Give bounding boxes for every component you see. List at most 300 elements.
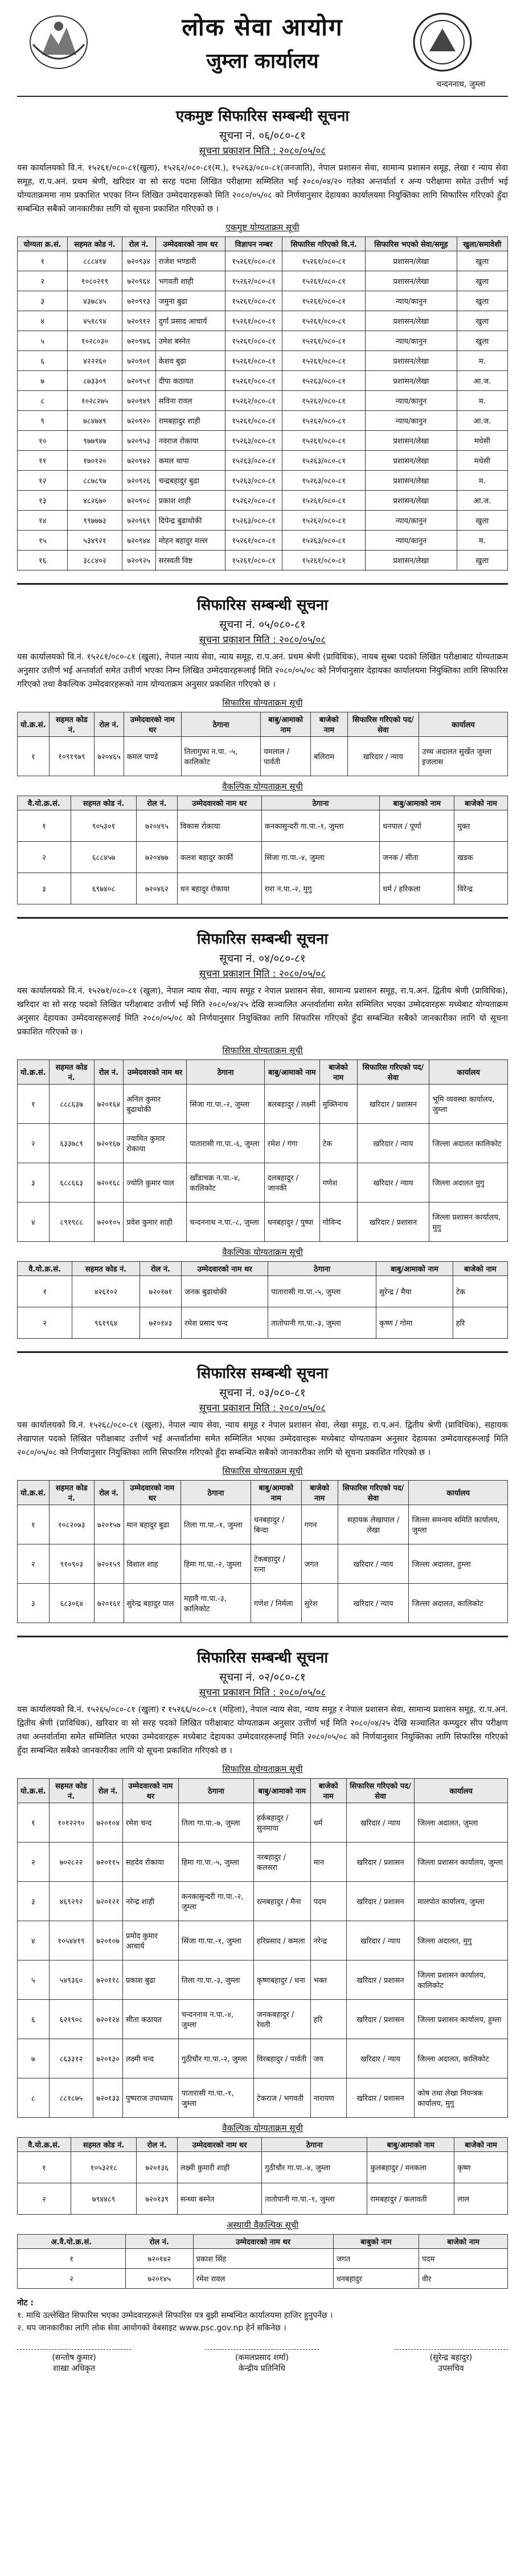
table-cell: जिल्ला प्रशासन कार्यालय, जुम्ला	[415, 1843, 508, 1882]
table-cell: ६	[18, 2000, 50, 2039]
table-cell: खुला	[457, 511, 507, 531]
table-row	[18, 2152, 508, 2183]
table-cell: ७२०१६८	[94, 1163, 124, 1203]
signer-role: केन्द्रीय प्रतिनिधि	[239, 2364, 285, 2373]
table-cell: १	[18, 810, 71, 842]
table-cell: म.	[457, 531, 507, 551]
table-cell: प्रकाश बुढा	[122, 1960, 178, 2000]
notice-body: यस कार्यालयको वि.नं. १५२६८/०८०-८१ (खुला), नेपाल न्याय सेवा, न्याय समूह र नेपाल प्रशासन सेवा, लेखा समूह, रा.प.अनं. द्वितीय श्रेणी (प्राविधिक), सहायक लेखापाल पदको लिखित परीक्षाबाट उत्तीर्ण भई अन्तर्वार्तामा समेत सम्मिलित भएका उम्मेदवारहरू मध्येबाट योग्यताक्रम अनुसार देहायका उम्मेदवारहरूलाई मिति २०८०/०५/०८ को निर्णयानुसार नियुक्तिका लागि सिफारिस गरिएको हुँदा सम्बन्धित सबैको जानकारीका लागि यो सूचना प्रकाशित गरिएको छ ।	[17, 1421, 508, 1457]
table-cell: विरेन्द्र	[454, 873, 508, 904]
table-cell: ५४९३६०	[49, 1960, 93, 2000]
column-header: यो.क्र.सं.	[18, 1481, 50, 1505]
table-cell: चन्दननाथ न.पा.-८, जुम्ला	[187, 1203, 265, 1242]
table-cell: तातोपानी गा.पा.-१, जुम्ला	[262, 2183, 367, 2215]
table-cell: प्रशासन/लेखा	[366, 431, 457, 451]
column-header: कार्यालय	[409, 1481, 508, 1505]
table-cell: मधेसी	[457, 431, 507, 451]
table-cell: जनक बुढाथोकी	[182, 1276, 268, 1307]
table-cell: १५२६१/०८०-८१	[225, 411, 282, 431]
signer-role: शाखा अधिकृत	[52, 2364, 96, 2373]
table-row	[18, 1163, 508, 1203]
table-cell: हिमा गा.पा.-५, जुम्ला	[178, 1843, 253, 1882]
table-cell: ७२०४७७	[137, 842, 177, 873]
column-header: बाबु/आमाको नाम	[264, 1060, 319, 1085]
column-header: बाजेको नाम	[310, 1779, 346, 1803]
table-cell: आ.ज.	[457, 371, 507, 391]
table-cell: खरिदार / न्याय	[338, 1584, 409, 1623]
table-cell: अनिल कुमार बुढाथोकी	[124, 1085, 187, 1124]
table-cell: १५२६१/०८०-८१	[225, 251, 282, 271]
table-cell: केशव बुढा	[155, 351, 225, 371]
column-header: उम्मेदवारको नाम थर	[193, 2235, 333, 2249]
table-cell: सुरेश	[301, 1584, 338, 1623]
table-cell: १५२६१/०८०-८१	[282, 431, 366, 451]
table-cell: आ.ज.	[457, 411, 507, 431]
table-cell: उच्च अदालत सुर्खेत जुम्ला इजलास	[419, 737, 508, 776]
table-cell: ८८१८७५	[49, 2078, 93, 2118]
table-cell: ७२०१५९	[94, 1544, 124, 1584]
table-cell: १५२६१/०८०-८१	[225, 551, 282, 570]
table-cell: ७	[18, 371, 68, 391]
table-cell: रमेश / गंगा	[264, 1124, 319, 1163]
column-header: बाबु/आमाको नाम	[367, 2138, 454, 2152]
table-cell: १	[18, 2152, 71, 2183]
notice-body: यस कार्यालयको वि.नं. १५२७१/०८०-८१ (खुला), नेपाल न्याय सेवा, न्याय समूह र नेपाल प्रशासन सेवा, सामान्य प्रशासन समूह, रा.प.अनं. द्वितीय श्रेणी (प्राविधिक), खरिदार वा सो सरह पदको लिखित परीक्षाबाट उत्तीर्ण भई मिति २०८०/०४/२५ देखि सञ्चालित अन्तर्वार्तामा समेत सम्मिलित भएका उम्मेदवारहरू मध्येबाट योग्यताक्रम अनुसार देहायका उम्मेदवारहरूलाई मिति २०८०/०५/०८ को निर्णयानुसार नियुक्तिका लागि सिफारिस गरिएको हुँदा सम्बन्धित सबैको जानकारीका लागि यो सूचना प्रकाशित गरिएको छ ।	[17, 987, 508, 1037]
table-cell: प्रमोद कुमार आचार्य	[122, 1921, 178, 1960]
table-cell: रमेश प्रसाद चन्द	[182, 1307, 268, 1339]
table-cell: धर्म / हरिकला	[380, 873, 454, 904]
table-caption: वैकल्पिक योग्यताक्रम सूची	[222, 2123, 303, 2133]
table-cell: जिल्ला अदालत, कालिकोट	[409, 1584, 508, 1623]
table-row	[18, 2183, 508, 2215]
table-cell: ६८३०६४	[49, 1584, 94, 1623]
table-cell: ७२०१२४	[93, 2000, 123, 2039]
table-cell: टेकराज / भगवती	[254, 2078, 311, 2118]
table-cell: २	[18, 1307, 72, 1339]
table-cell: १५२६१/०८०-८१	[225, 371, 282, 391]
note-item: १. माथि उल्लेखित सिफारिस भएका उम्मेदवारहरूले सिफारिस पत्र बुझी सम्बन्धित कार्यालयमा हाजिर हुनुपर्नेछ ।	[17, 2311, 333, 2320]
table-cell: कमल थापा	[155, 451, 225, 471]
table-row	[18, 1921, 508, 1960]
table-header-row	[18, 2235, 508, 2249]
table-cell: वीर	[419, 2269, 508, 2289]
table-cell: खरिदार / प्रशासन	[346, 2078, 415, 2118]
recommended-table	[17, 1778, 508, 2118]
column-header: यो.क्र.सं.	[18, 712, 50, 737]
column-header: सिफारिस गरिएको पद/सेवा	[347, 712, 419, 737]
table-cell: सिंजा गा.पा.-४, जुम्ला	[261, 842, 379, 873]
table-cell: प्रशासन/लेखा	[366, 471, 457, 491]
table-cell: धनबहादुर / पुष्पा	[264, 1203, 319, 1242]
table-cell: १३	[18, 491, 68, 511]
table-cell: ९१०९०३	[49, 1544, 94, 1584]
column-header: सहमत कोड नं.	[49, 712, 95, 737]
table-cell: १०५४४१९	[49, 1921, 93, 1960]
table-cell: ३	[18, 1882, 50, 1921]
table-caption: एकमुष्ट योग्यताक्रम सूची	[225, 222, 300, 233]
notice-title: सिफारिस सम्बन्धी सूचना	[196, 1365, 329, 1382]
table-row	[18, 391, 508, 411]
table-cell: २	[18, 1544, 50, 1584]
table-cell: खुला	[457, 251, 507, 271]
table-cell: खरिदार / प्रशासन	[357, 1085, 429, 1124]
table-cell: लक्ष्मी चन्द	[122, 2039, 178, 2078]
table-cell: २	[18, 1843, 50, 1882]
table-row	[18, 737, 508, 776]
column-header: योग्यता क्र.सं.	[18, 237, 68, 251]
table-cell: सहायक लेखापाल / लेखा	[338, 1505, 409, 1544]
table-cell: उमेश बस्नेत	[155, 331, 225, 351]
table-cell: १६	[18, 551, 68, 570]
table-row	[18, 471, 508, 491]
column-header: रोल नं.	[140, 1262, 181, 1276]
notice-body: यस कार्यालयको वि.नं. १५२६५/०८०-८१ (खुला) र १५२६६/०८०-८१ (महिला), नेपाल न्याय सेवा, न्याय समूह र नेपाल प्रशासन सेवा, सामान्य प्रशासन समूह, रा.प.अनं. द्वितीय श्रेणी (प्राविधिक), खरिदार वा सो सरह पदको लिखित परीक्षाबाट योग्यताक्रम अनुसार उत्तीर्ण भई मिति २०८०/०४/२५ देखि सञ्चालित कम्प्युटर सीप परीक्षण तथा अन्तर्वार्तामा समेत सम्मिलित भएका उम्मेदवारहरू मध्येबाट देहायका उम्मेदवारहरूलाई मिति २०८०/०५/०८ को निर्णयानुसार नियुक्तिका लागि सिफारिस गरिएको हुँदा सम्बन्धित सबैको जानकारीका लागि यो सूचना प्रकाशित गरिएको छ ।	[17, 1705, 508, 1755]
table-row	[18, 531, 508, 551]
table-cell: गोविन्द	[319, 1203, 357, 1242]
table-cell: राजेश भण्डारी	[155, 251, 225, 271]
table-cell: दीपा कठायत	[155, 371, 225, 391]
column-header: ठेगाना	[187, 1060, 265, 1085]
table-cell: टेक	[319, 1124, 357, 1163]
table-cell: कनकासुन्दरी गा.पा.-२, जुम्ला	[178, 1882, 253, 1921]
table-cell: ७२०९२६	[122, 471, 155, 491]
table-cell: जमुना बुढा	[155, 291, 225, 311]
column-header: सहमत कोड नं.	[71, 796, 137, 810]
table-caption: सिफारिस योग्यताक्रम सूची	[222, 1045, 303, 1055]
column-header: बाजेको नाम	[454, 2138, 508, 2152]
table-cell: ७२०१६७	[94, 1124, 124, 1163]
table-cell: १५२६३/०८०-८१	[225, 471, 282, 491]
table-cell: ७२०९६४	[122, 271, 155, 291]
table-header-row	[18, 712, 508, 737]
table-cell: ७२०१४५	[125, 2269, 193, 2289]
column-header: अ.वै.यो.क्र.सं.	[18, 2235, 126, 2249]
column-header: खुला/समावेशी	[457, 237, 507, 251]
table-cell: ४३७८४५	[68, 291, 122, 311]
table-cell: ७२०४६२	[137, 873, 177, 904]
psc-logo-icon	[411, 11, 474, 73]
table-cell: खरिदार / न्याय	[347, 737, 419, 776]
table-cell: १५२६२/०८०-८१	[225, 391, 282, 411]
table-cell: १५२६२/०८०-८१	[225, 491, 282, 511]
table-cell: मान	[310, 1843, 346, 1882]
table-cell: १५२६३/०८०-८१	[282, 371, 366, 391]
column-header: सहमत कोड नं.	[71, 2138, 137, 2152]
table-cell: ५३४९२१	[68, 531, 122, 551]
table-cell: खरिदार / न्याय	[357, 1163, 429, 1203]
column-header: सहमत कोड नं.	[49, 1779, 93, 1803]
table-row	[18, 1505, 508, 1544]
table-cell: १०८०२१९	[68, 271, 122, 291]
notice-body: यस कार्यालयको वि.नं. १५२८१/०८०-८१ (खुला), नेपाल न्याय सेवा, न्याय समूह, रा.प.अनं. प्रथम श्रेणी (प्राविधिक), नायब सुब्बा पदको लिखित परीक्षाबाट योग्यताक्रम अनुसार उत्तीर्ण भई अन्तर्वार्ता समेत उत्तीर्ण भएका निम्न लिखित उम्मेदवारहरूलाई मिति २०८०/०५/०८ को निर्णयानुसार देहायका कार्यालयमा नियुक्तिका लागि सिफारिस गरिएको तथा वैकल्पिक उम्मेदवारहरूको नाम योग्यताक्रम अनुसार प्रकाशित गरिएको छ ।	[17, 653, 508, 689]
table-cell: तिलागुफा न.पा. -५, कालिकोट	[181, 737, 261, 776]
table-cell: ८	[18, 391, 68, 411]
table-cell: विशाल शाह	[124, 1544, 181, 1584]
table-cell: जगत	[333, 2249, 419, 2269]
table-cell: प्रशासन/लेखा	[366, 351, 457, 371]
table-cell: खुला	[457, 551, 507, 570]
table-row	[18, 1276, 508, 1307]
table-cell: भगवती शाही	[155, 271, 225, 291]
table-cell: जिल्ला अदालत, मुगु	[415, 1921, 508, 1960]
table-cell: कृष्ण / गोमा	[376, 1307, 453, 1339]
table-cell: ४	[18, 311, 68, 331]
table-cell: खुला	[457, 331, 507, 351]
table-row	[18, 411, 508, 431]
column-header: रोल नं.	[137, 2138, 177, 2152]
column-header: बाजेको नाम	[311, 712, 348, 737]
table-cell: १५२६१/०८०-८१	[282, 311, 366, 331]
table-cell: प्रशासन/लेखा	[366, 491, 457, 511]
table-cell: दुर्गा प्रसाद आचार्य	[155, 311, 225, 331]
table-cell: ७२०१६४	[94, 1085, 124, 1124]
table-header-row	[18, 237, 508, 251]
table-cell: १५२६२/०८०-८१	[282, 391, 366, 411]
table-cell: ३	[18, 291, 68, 311]
table-cell: सीता कठायत	[122, 2000, 178, 2039]
table-cell: जनक / सीता	[380, 842, 454, 873]
table-cell: ७०२८२२	[49, 1843, 93, 1882]
column-header: उम्मेदवारको नाम थर	[122, 1779, 178, 1803]
table-cell: जनकबहादुर / रेवती	[254, 2000, 311, 2039]
table-cell: १०५३२१८	[71, 2152, 137, 2183]
column-header: सहमत कोड नं.	[68, 237, 122, 251]
table-cell: रमेश चन्द	[122, 1803, 178, 1843]
table-cell: ७२०१०७	[93, 1921, 123, 1960]
table-cell: ६	[18, 351, 68, 371]
column-header: बाबु/आमाको नाम	[254, 1779, 311, 1803]
table-cell: विरबहादुर / पार्वती	[254, 2039, 311, 2078]
table-row	[18, 1307, 508, 1339]
table-cell: न्याय/कानुन	[366, 531, 457, 551]
table-cell: प्रशासन/लेखा	[366, 251, 457, 271]
table-cell: पदम	[419, 2249, 508, 2269]
table-cell: १५२६२/०८०-८१	[282, 511, 366, 531]
column-header: रोल नं.	[122, 237, 155, 251]
table-cell: ७२०९४६	[122, 331, 155, 351]
column-header: रोल नं.	[94, 1481, 124, 1505]
table-cell: ४८२६७०	[68, 491, 122, 511]
table-cell: हिमा गा.पा.-२, जुम्ला	[181, 1544, 251, 1584]
table-cell: ७२०९५१	[122, 371, 155, 391]
table-cell: ८८८६३७	[49, 1085, 94, 1124]
table-cell: प्रकाश सिंह	[193, 2249, 333, 2269]
table-cell: ७२०१५७	[94, 1505, 124, 1544]
signature-block	[17, 2343, 508, 2383]
table-cell: ७२०९४४	[122, 531, 155, 551]
column-header: रोल नं.	[125, 2235, 193, 2249]
table-cell: सहदेव रोकाया	[122, 1843, 178, 1882]
column-header: कार्यालय	[419, 712, 508, 737]
table-caption: सिफारिस योग्यताक्रम सूची	[222, 698, 303, 708]
table-cell: मालपोत कार्यालय, जुम्ला	[415, 1882, 508, 1921]
table-cell: १	[18, 1803, 50, 1843]
notice-05	[17, 583, 508, 904]
merit-list-table	[17, 237, 508, 570]
table-cell: सिंजा गा.पा.-१, जुम्ला	[178, 1921, 253, 1960]
table-cell: सन्ध्या बस्नेत	[177, 2183, 261, 2215]
table-cell: कुलबहादुर / मनकला	[367, 2152, 454, 2183]
table-row	[18, 451, 508, 471]
table-cell: ३८८४०२	[68, 551, 122, 570]
column-header: यो.क्र.सं.	[18, 1060, 50, 1085]
column-header: बाजेको नाम	[454, 796, 508, 810]
table-cell: प्रशासन/लेखा	[366, 271, 457, 291]
column-header: सहमत कोड नं.	[49, 1060, 94, 1085]
table-cell: ७२०१७१	[140, 1276, 181, 1307]
table-cell: ८८८४१४	[68, 251, 122, 271]
table-cell: ७२०९३४	[122, 251, 155, 271]
table-cell: ७२०९४२	[122, 451, 155, 471]
table-cell: ४	[18, 1921, 50, 1960]
column-header: ठेगाना	[178, 1779, 253, 1803]
table-cell: पुष्पराज उपाध्याय	[122, 2078, 178, 2118]
table-cell: जिल्ला अदालत, जुम्ला	[415, 1803, 508, 1843]
table-header-row	[18, 1060, 508, 1085]
table-cell: चन्द्रबहादुर बुढा	[155, 471, 225, 491]
table-cell: १५२६३/०८०-८१	[225, 451, 282, 471]
table-cell: जिल्ला प्रशासन कार्यालय, हुम्ला	[415, 2000, 508, 2039]
table-cell: खरिदार / प्रशासन	[346, 1960, 415, 2000]
table-cell: प्रशासन/लेखा	[366, 311, 457, 331]
table-row	[18, 2078, 508, 2118]
table-cell: ७२०१३०	[93, 2039, 123, 2078]
table-row	[18, 491, 508, 511]
table-cell: ७२०१२१	[93, 1882, 123, 1921]
table-cell: ८९१९८८	[49, 1203, 94, 1242]
table-cell: जिल्ला समन्वय समिति कार्यालय, जुम्ला	[409, 1505, 508, 1544]
nepal-emblem-icon	[25, 10, 92, 72]
table-cell: धर्म	[310, 1803, 346, 1843]
table-cell: प्रकाश शाही	[155, 491, 225, 511]
column-header: उम्मेदवारको नाम थर	[182, 1262, 268, 1276]
column-header: बाबुको नाम	[333, 2235, 419, 2249]
table-row	[18, 873, 508, 904]
table-cell: ६८८६६३	[49, 1163, 94, 1203]
table-cell: ७२०१०५	[94, 1203, 124, 1242]
table-cell: ३	[18, 1584, 50, 1623]
table-cell: पातारासी गा.पा.-१, जुम्ला	[178, 2078, 253, 2118]
table-cell: कमल पाण्डे	[124, 737, 181, 776]
table-cell: खरिदार / न्याय	[357, 1124, 429, 1163]
table-cell: भक्त	[310, 1960, 346, 2000]
table-cell: खुला	[457, 291, 507, 311]
table-cell: १५२६३/०८०-८१	[282, 471, 366, 491]
table-cell: पातारासी गा.पा.-६, जुम्ला	[187, 1124, 265, 1163]
table-cell: १०२८०३०	[68, 331, 122, 351]
table-cell: खरिदार / प्रशासन	[357, 1203, 429, 1242]
column-header: उम्मेदवारको नाम थर	[155, 237, 225, 251]
table-cell: ७२०९५३	[122, 431, 155, 451]
table-cell: १०	[18, 431, 68, 451]
signer-role: उपसचिव	[438, 2364, 464, 2373]
table-cell: ७२०९६९	[122, 511, 155, 531]
notes-heading: नोट :	[17, 2298, 34, 2308]
column-header: रोल नं.	[93, 1779, 123, 1803]
notice-number: सूचना नं. ०५/०८०-८१	[219, 618, 306, 631]
table-cell: म.	[457, 391, 507, 411]
table-cell: धन बहादुर रोकाया	[177, 873, 261, 904]
table-cell: १५२६१/०८०-८१	[282, 291, 366, 311]
column-header: उम्मेदवारको नाम थर	[177, 796, 261, 810]
table-header-row	[18, 1779, 508, 1803]
notice-02	[17, 1636, 508, 2289]
table-cell: १०१२२९०	[49, 1803, 93, 1843]
column-header: कार्यालय	[429, 1060, 508, 1085]
table-row	[18, 431, 508, 451]
column-header: बाजेको नाम	[319, 1060, 357, 1085]
table-cell: बलबहादुर / लक्ष्मी	[264, 1085, 319, 1124]
table-cell: रामबहादुर शाही	[155, 411, 225, 431]
table-cell: टेकबहादुर / रत्ना	[251, 1544, 301, 1584]
table-cell: १२	[18, 471, 68, 491]
column-header: उम्मेदवारको नाम थर	[124, 1060, 187, 1085]
column-header: सिफारिस गरिएको पद/सेवा	[338, 1481, 409, 1505]
column-header: सहमत कोड नं.	[72, 1262, 140, 1276]
table-row	[18, 2000, 508, 2039]
table-cell: सुरेन्द्र बहादुर पाल	[124, 1584, 181, 1623]
table-row	[18, 551, 508, 570]
table-cell: १५२६१/०८०-८१	[225, 311, 282, 331]
notes	[17, 2297, 508, 2334]
table-cell: धनबहादुर / बिन्दा	[251, 1505, 301, 1544]
table-cell: २	[18, 1124, 50, 1163]
table-cell: १०९१९७९	[49, 737, 95, 776]
column-header: वै.यो.क्र.सं.	[18, 1262, 72, 1276]
table-cell: नारायण	[310, 2078, 346, 2118]
table-row	[18, 1843, 508, 1882]
column-header: ठेगाना	[261, 796, 379, 810]
alternate-table	[17, 796, 508, 904]
alternate-table	[17, 1261, 508, 1339]
table-cell: खुला	[457, 271, 507, 291]
table-row	[18, 2269, 508, 2289]
table-cell: खरिदार / न्याय	[346, 1921, 415, 1960]
table-cell: ७२०९२५	[122, 551, 155, 570]
table-cell: प्रशासन/लेखा	[366, 451, 457, 471]
table-caption: सिफारिस योग्यताक्रम सूची	[222, 1466, 303, 1476]
column-header: सिफारिस भएको सेवा/समूह	[366, 237, 457, 251]
table-cell: ४	[18, 1203, 50, 1242]
signer-name: (सुरेन्द्र बहादुर)	[394, 2349, 508, 2363]
table-cell: ११	[18, 451, 68, 471]
office-location: चन्दननाथ, जुम्ला	[436, 80, 485, 89]
table-cell: ७२०४९५	[137, 810, 177, 842]
table-cell: दलबहादुर / जानकी	[264, 1163, 319, 1203]
table-row	[18, 1203, 508, 1242]
table-cell: ७२०९४९	[122, 391, 155, 411]
notice-date: सूचना प्रकाशन मिति : २०८०/०५/०८	[199, 1687, 326, 1698]
table-cell: सरस्वती विष्ट	[155, 551, 225, 570]
table-cell: प्रशासन/लेखा	[366, 551, 457, 570]
table-cell: १५२६१/०८०-८१	[282, 351, 366, 371]
table-cell: लाल	[454, 2183, 508, 2215]
column-header: सहमत कोड नं.	[49, 1481, 94, 1505]
table-cell: ९०५३०१	[71, 810, 137, 842]
column-header: बाजेको नाम	[453, 1262, 507, 1276]
table-cell: ६२१९०८	[49, 2000, 93, 2039]
table-cell: ७२०१४३	[140, 1307, 181, 1339]
table-cell: हरिप्रसाद / कमला	[254, 1921, 311, 1960]
table-cell: ७२०१६१	[94, 1584, 124, 1623]
table-cell: १५२६३/०८०-८१	[282, 531, 366, 551]
table-cell: सिंजा गा.पा.-२, जुम्ला	[187, 1085, 265, 1124]
table-row	[18, 1584, 508, 1623]
table-row	[18, 291, 508, 311]
table-cell: हर्कबहादुर / सुनमाया	[254, 1803, 311, 1843]
column-header: बाजेको नाम	[419, 2235, 508, 2249]
table-header-row	[18, 1481, 508, 1505]
